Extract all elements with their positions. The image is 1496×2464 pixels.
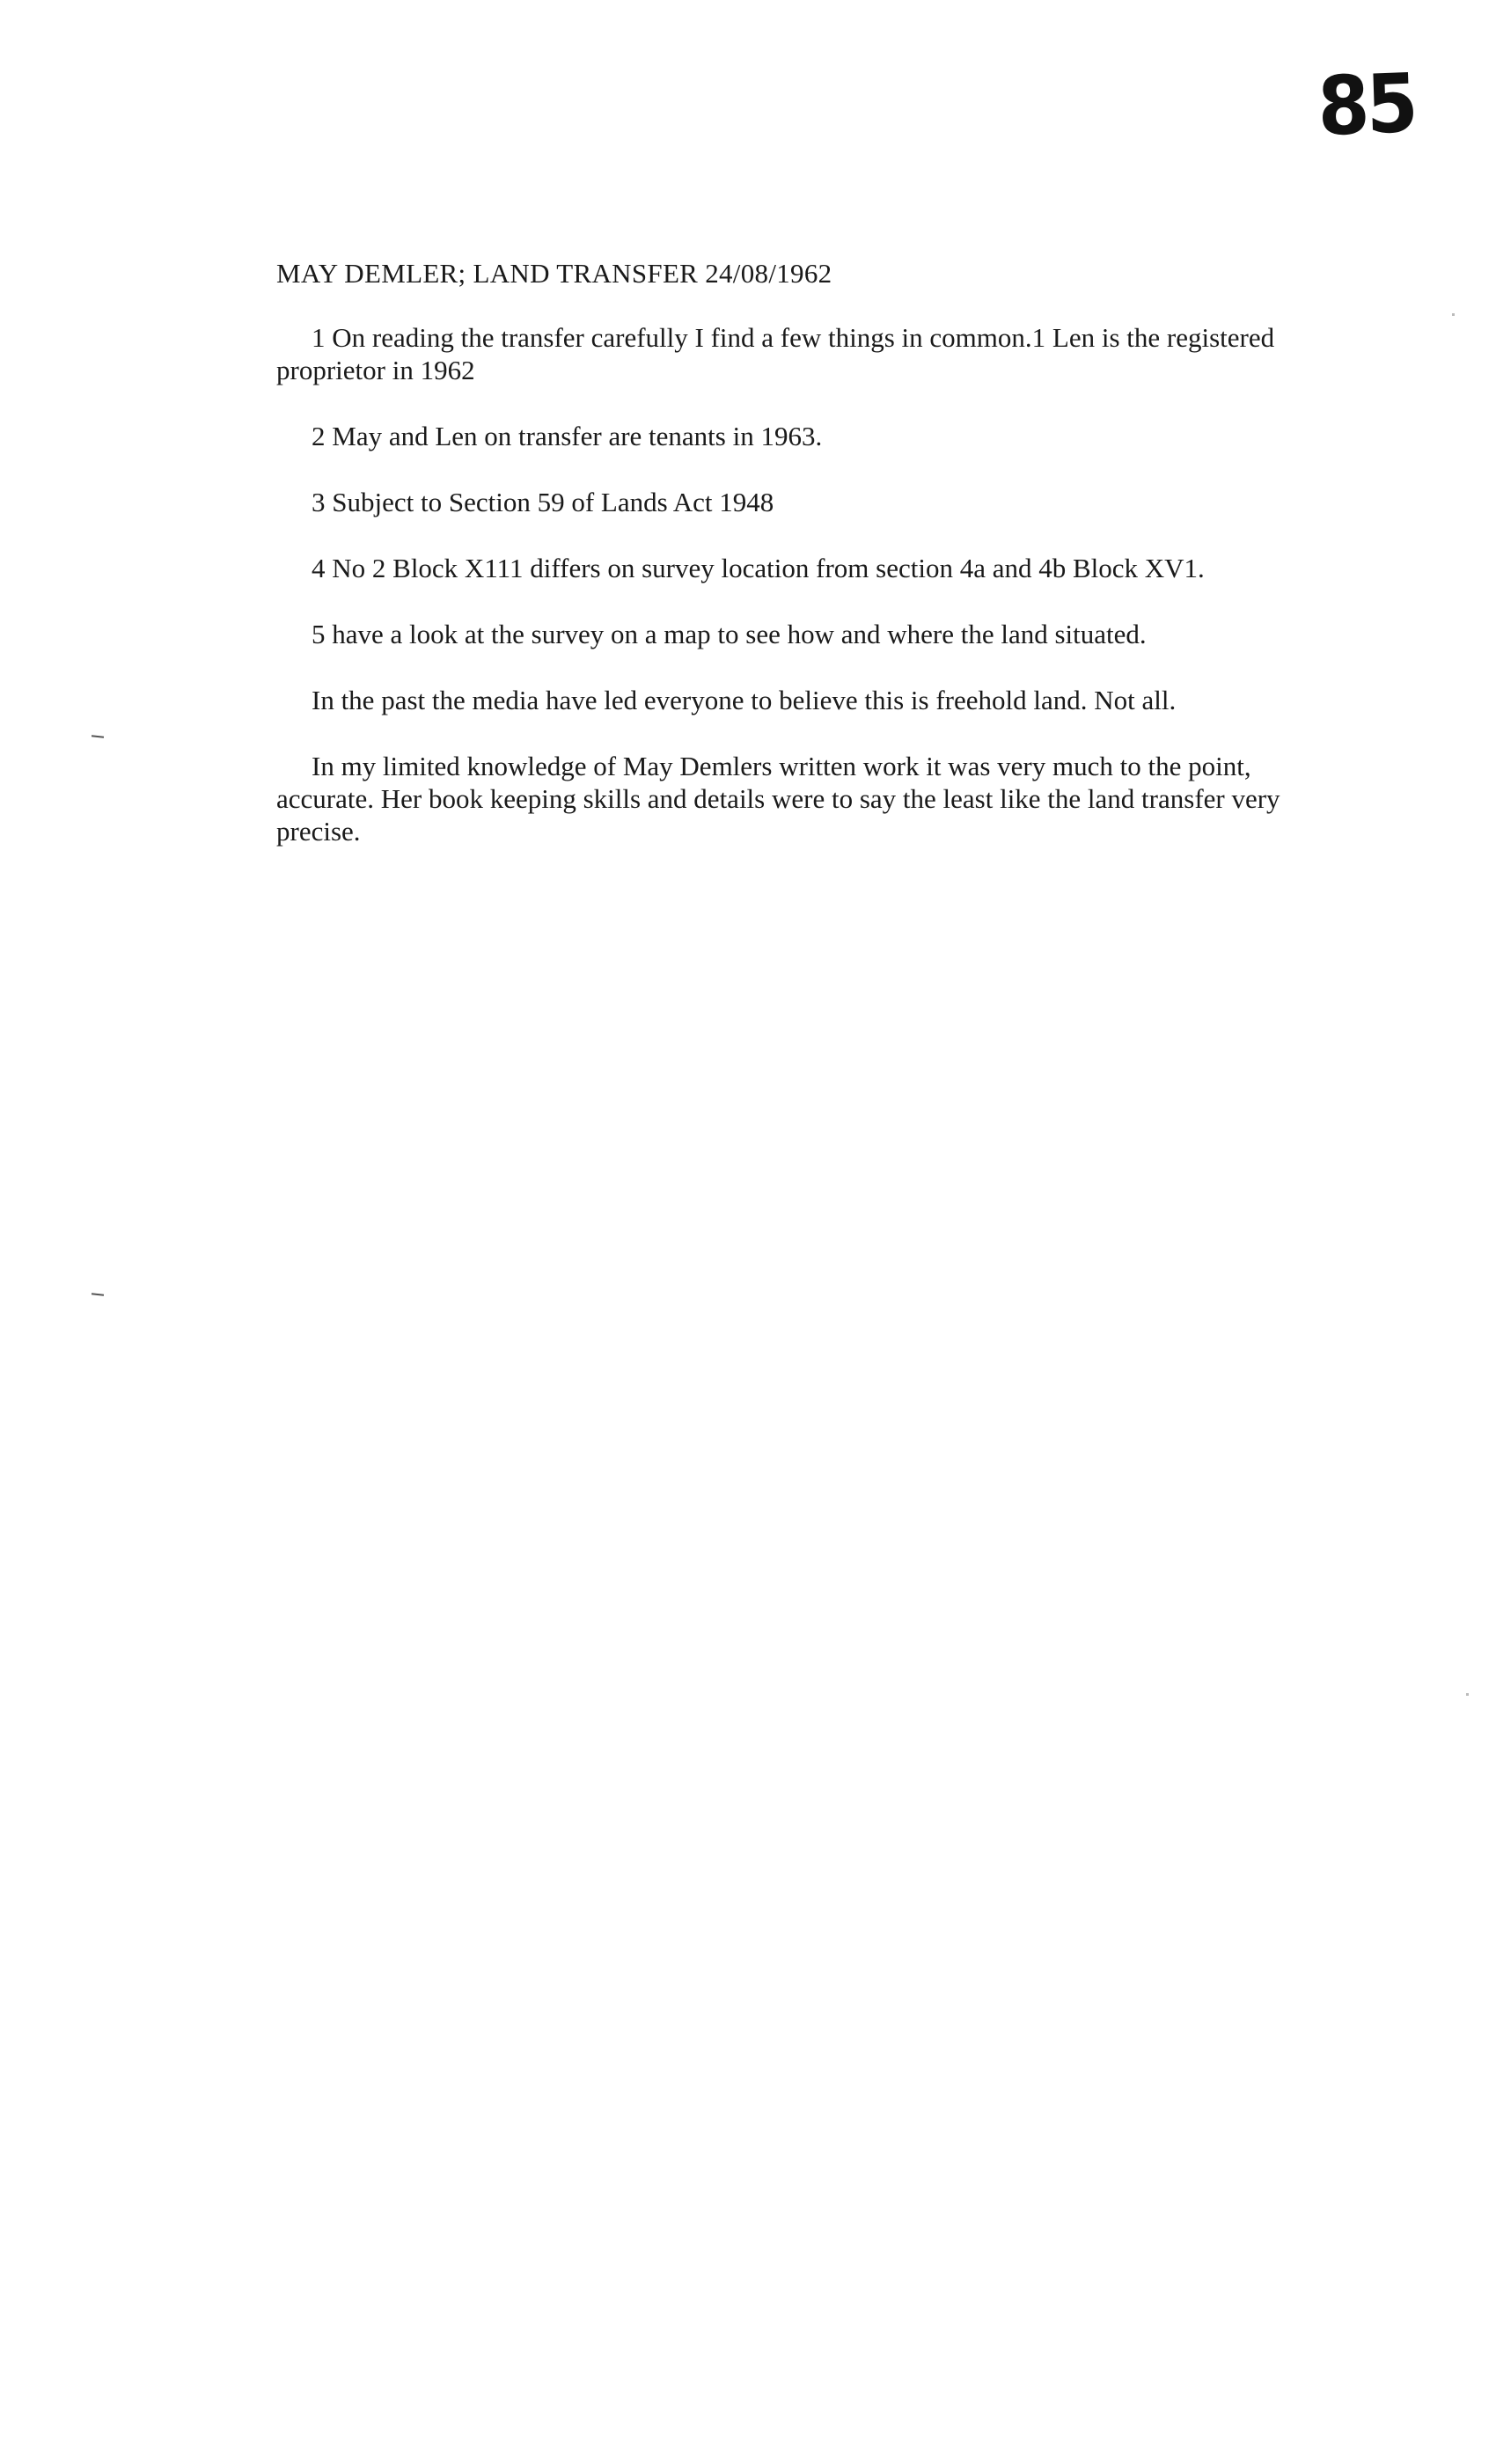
scan-mark-right-upper [1452,313,1455,316]
paragraph-3: 3 Subject to Section 59 of Lands Act 1948 [312,487,774,517]
scan-mark-left-upper [92,735,104,737]
handwritten-page-number: 85 [1316,55,1417,154]
paragraph-5: 5 have a look at the survey on a map to see how and where the land situated. [312,619,1147,649]
scan-mark-right-lower [1466,1693,1469,1696]
paragraph-6: In the past the media have led everyone to believe this is freehold land. Not all. [312,685,1177,715]
document-title: MAY DEMLER; LAND TRANSFER 24/08/1962 [276,258,832,289]
document-body [276,257,1332,881]
paragraph-7: In my limited knowledge of May Demlers written work it was very much to the point, accurate. Her book keeping skills and details were to say the least like the land transfer very precise. [276,751,1280,847]
paragraph-2: 2 May and Len on transfer are tenants in 1963. [312,421,823,451]
paragraph-4: 4 No 2 Block X111 differs on survey location from section 4a and 4b Block XV1. [312,553,1205,583]
scan-mark-left-lower [92,1293,104,1295]
paragraph-1: 1 On reading the transfer carefully I find a few things in common.1 Len is the registered proprietor in 1962 [276,322,1275,385]
